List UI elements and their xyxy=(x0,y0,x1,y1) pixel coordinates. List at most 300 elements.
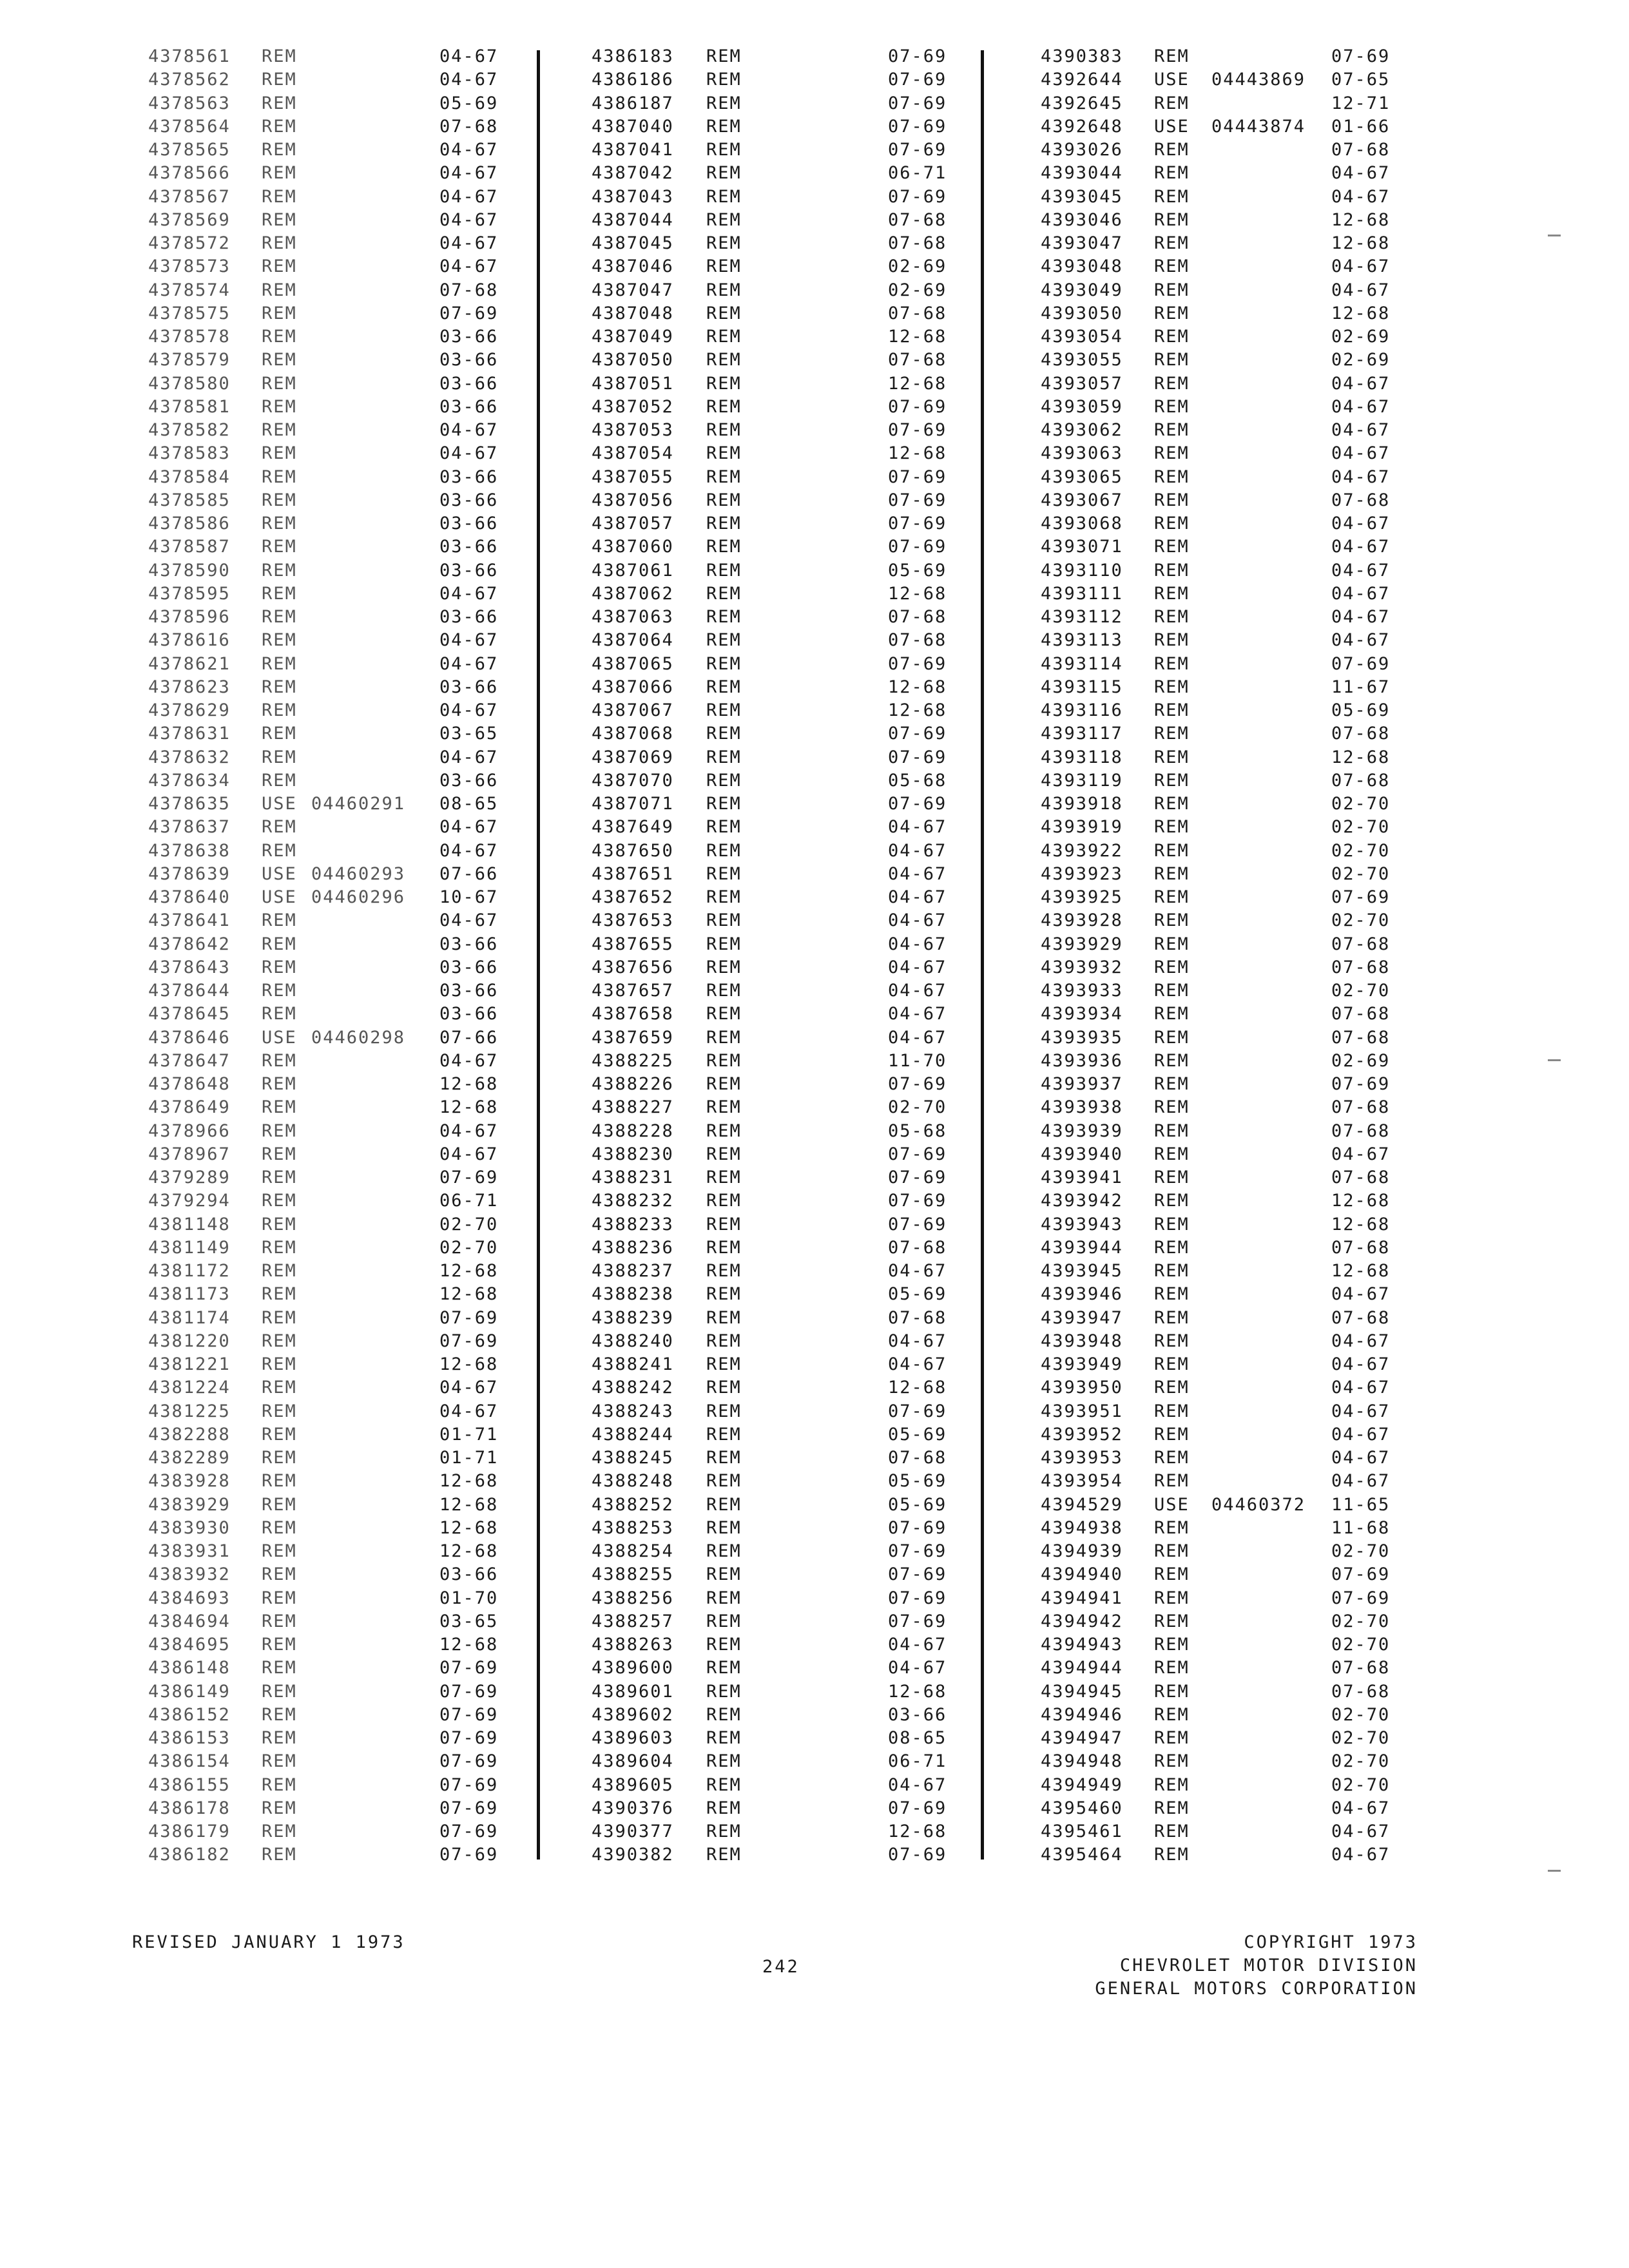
status-code: REM xyxy=(262,186,297,207)
effective-date: 12-68 xyxy=(439,1494,499,1515)
status-code: REM xyxy=(706,443,742,464)
status-code: REM xyxy=(706,1564,742,1585)
table-row xyxy=(592,1330,952,1353)
status-code: REM xyxy=(706,280,742,300)
part-number: 4394943 xyxy=(1041,1635,1123,1655)
status-code: REM xyxy=(262,443,297,464)
part-number: 4378584 xyxy=(148,466,231,487)
part-number: 4390382 xyxy=(592,1845,674,1865)
part-number: 4393044 xyxy=(1041,163,1123,184)
status-code: REM xyxy=(1154,1144,1190,1164)
table-row xyxy=(148,1353,509,1376)
table-row xyxy=(148,769,509,793)
status-code: REM xyxy=(1154,140,1190,160)
status-code: REM xyxy=(262,1401,297,1421)
table-row xyxy=(592,629,952,652)
status-code: REM xyxy=(262,1378,297,1398)
effective-date: 05-69 xyxy=(888,1471,947,1492)
table-row xyxy=(148,1307,509,1330)
part-number: 4393068 xyxy=(1041,514,1123,533)
table-row xyxy=(1041,255,1414,278)
effective-date: 02-69 xyxy=(1331,350,1391,370)
effective-date: 07-69 xyxy=(888,1588,947,1608)
part-number: 4387653 xyxy=(592,910,674,931)
effective-date: 03-66 xyxy=(439,490,499,510)
status-code: REM xyxy=(1154,303,1190,323)
effective-date: 03-66 xyxy=(439,1004,499,1024)
effective-date: 04-67 xyxy=(1331,186,1391,207)
effective-date: 04-67 xyxy=(1331,1471,1391,1492)
effective-date: 05-68 xyxy=(888,770,947,791)
table-row xyxy=(592,349,952,372)
table-row xyxy=(592,746,952,769)
effective-date: 07-68 xyxy=(439,116,499,137)
part-number: 4387042 xyxy=(592,163,674,184)
status-code: REM xyxy=(1154,1681,1190,1702)
status-code: REM xyxy=(1154,537,1190,557)
status-code: REM xyxy=(262,934,297,954)
effective-date: 02-70 xyxy=(1331,1728,1391,1748)
page-number: 242 xyxy=(762,1957,800,1977)
effective-date: 07-69 xyxy=(888,1144,947,1164)
effective-date: 07-69 xyxy=(888,1845,947,1865)
status-code: REM xyxy=(1154,1284,1190,1305)
status-code: REM xyxy=(706,863,742,884)
table-row xyxy=(1041,489,1414,512)
part-number: 4387069 xyxy=(592,747,674,767)
effective-date: 02-70 xyxy=(1331,1541,1391,1561)
status-code: REM xyxy=(706,630,742,651)
status-code: USE xyxy=(1154,116,1190,137)
table-row xyxy=(592,419,952,442)
status-code: REM xyxy=(1154,327,1190,347)
part-number: 4378621 xyxy=(148,653,231,674)
part-number: 4388233 xyxy=(592,1214,674,1235)
status-code: REM xyxy=(706,1120,742,1141)
status-code: REM xyxy=(262,1751,297,1772)
status-code: REM xyxy=(706,981,742,1001)
status-code: REM xyxy=(706,1284,742,1305)
status-code: REM xyxy=(1154,46,1190,66)
part-number: 4393952 xyxy=(1041,1424,1123,1445)
part-number: 4387065 xyxy=(592,653,674,674)
part-number: 4389601 xyxy=(592,1681,674,1702)
status-code: USE xyxy=(262,887,297,907)
table-row xyxy=(1041,1143,1414,1166)
effective-date: 04-67 xyxy=(888,1774,947,1795)
effective-date: 12-68 xyxy=(888,327,947,347)
status-code: REM xyxy=(1154,1004,1190,1024)
effective-date: 07-69 xyxy=(439,1845,499,1865)
status-code: REM xyxy=(706,537,742,557)
table-row xyxy=(592,1704,952,1727)
table-row xyxy=(148,1843,509,1867)
part-number: 4378587 xyxy=(148,537,231,557)
effective-date: 12-68 xyxy=(888,1821,947,1841)
effective-date: 11-68 xyxy=(1331,1517,1391,1538)
effective-date: 07-69 xyxy=(888,1191,947,1211)
table-row xyxy=(1041,816,1414,839)
effective-date: 03-66 xyxy=(439,537,499,557)
effective-date: 02-70 xyxy=(1331,794,1391,814)
effective-date: 07-69 xyxy=(888,653,947,674)
effective-date: 02-70 xyxy=(1331,1704,1391,1725)
table-row xyxy=(148,512,509,535)
status-code: REM xyxy=(262,607,297,627)
scan-mark xyxy=(1548,1059,1561,1061)
status-code: REM xyxy=(1154,1261,1190,1281)
status-code: REM xyxy=(706,140,742,160)
effective-date: 02-69 xyxy=(888,280,947,300)
status-code: REM xyxy=(262,1424,297,1445)
table-row xyxy=(1041,115,1414,139)
table-row xyxy=(148,115,509,139)
effective-date: 07-68 xyxy=(1331,1681,1391,1702)
status-code: REM xyxy=(262,1144,297,1164)
scan-mark xyxy=(1548,235,1561,236)
table-row xyxy=(148,349,509,372)
status-code: REM xyxy=(706,1821,742,1841)
table-row xyxy=(148,92,509,115)
status-code: REM xyxy=(1154,1774,1190,1795)
effective-date: 07-69 xyxy=(888,1564,947,1585)
part-number: 4393951 xyxy=(1041,1401,1123,1421)
table-row xyxy=(592,68,952,91)
effective-date: 03-66 xyxy=(439,607,499,627)
table-row xyxy=(148,255,509,278)
effective-date: 11-70 xyxy=(888,1050,947,1071)
status-code: REM xyxy=(262,1704,297,1725)
part-number: 4393026 xyxy=(1041,140,1123,160)
status-code: REM xyxy=(706,910,742,931)
status-code: REM xyxy=(262,981,297,1001)
status-code: REM xyxy=(706,1237,742,1258)
part-number: 4386182 xyxy=(148,1845,231,1865)
effective-date: 04-67 xyxy=(1331,443,1391,464)
part-number: 4393953 xyxy=(1041,1448,1123,1468)
effective-date: 07-68 xyxy=(1331,1027,1391,1048)
effective-date: 03-66 xyxy=(439,373,499,394)
effective-date: 04-67 xyxy=(439,233,499,253)
effective-date: 12-71 xyxy=(1331,93,1391,113)
revised-date: REVISED JANUARY 1 1973 xyxy=(132,1932,405,1952)
part-number: 4388228 xyxy=(592,1120,674,1141)
part-number: 4393115 xyxy=(1041,677,1123,697)
part-number: 4378642 xyxy=(148,934,231,954)
status-code: REM xyxy=(1154,1517,1190,1538)
table-row xyxy=(1041,1353,1414,1376)
part-number: 4386152 xyxy=(148,1704,231,1725)
table-row xyxy=(592,1003,952,1026)
table-row xyxy=(592,909,952,932)
table-row xyxy=(1041,1423,1414,1446)
status-code: REM xyxy=(262,770,297,791)
effective-date: 07-69 xyxy=(1331,1564,1391,1585)
status-code: REM xyxy=(262,840,297,861)
effective-date: 07-69 xyxy=(888,1168,947,1187)
effective-date: 12-68 xyxy=(1331,747,1391,767)
effective-date: 03-66 xyxy=(439,934,499,954)
part-number: 4394946 xyxy=(1041,1704,1123,1725)
status-code: REM xyxy=(1154,794,1190,814)
effective-date: 12-68 xyxy=(888,443,947,464)
status-code: REM xyxy=(1154,256,1190,277)
status-code: REM xyxy=(706,560,742,581)
effective-date: 03-65 xyxy=(439,1611,499,1631)
effective-date: 04-67 xyxy=(439,443,499,464)
part-number: 4387047 xyxy=(592,280,674,300)
effective-date: 07-69 xyxy=(1331,653,1391,674)
table-row xyxy=(1041,1587,1414,1610)
effective-date: 10-67 xyxy=(439,887,499,907)
table-row xyxy=(1041,699,1414,722)
effective-date: 12-68 xyxy=(439,1074,499,1094)
part-number: 4378563 xyxy=(148,93,231,113)
effective-date: 01-71 xyxy=(439,1424,499,1445)
table-row xyxy=(1041,1610,1414,1633)
effective-date: 06-71 xyxy=(888,1751,947,1772)
effective-date: 03-66 xyxy=(439,327,499,347)
status-code: REM xyxy=(262,1354,297,1374)
table-row xyxy=(1041,1797,1414,1820)
effective-date: 06-71 xyxy=(439,1191,499,1211)
part-number: 4393049 xyxy=(1041,280,1123,300)
table-row xyxy=(1041,186,1414,209)
part-number: 4393945 xyxy=(1041,1261,1123,1281)
status-code: REM xyxy=(262,256,297,277)
part-number: 4387043 xyxy=(592,186,674,207)
effective-date: 04-67 xyxy=(1331,1821,1391,1841)
status-code: REM xyxy=(706,1027,742,1048)
part-number: 4393047 xyxy=(1041,233,1123,253)
effective-date: 07-68 xyxy=(888,350,947,370)
table-row xyxy=(1041,325,1414,349)
table-row xyxy=(592,956,952,979)
table-row xyxy=(592,139,952,162)
part-number: 4393942 xyxy=(1041,1191,1123,1211)
effective-date: 07-69 xyxy=(888,1611,947,1631)
table-row xyxy=(1041,1120,1414,1143)
part-number: 4378646 xyxy=(148,1027,231,1048)
part-number: 4387651 xyxy=(592,863,674,884)
part-number: 4387060 xyxy=(592,537,674,557)
table-row xyxy=(148,1494,509,1517)
effective-date: 07-69 xyxy=(439,1331,499,1351)
table-row xyxy=(592,232,952,255)
effective-date: 04-67 xyxy=(439,817,499,838)
part-number: 4378561 xyxy=(148,46,231,66)
table-row xyxy=(1041,1376,1414,1399)
table-row xyxy=(148,1376,509,1399)
effective-date: 07-69 xyxy=(888,514,947,533)
table-row xyxy=(592,1446,952,1470)
part-number: 4378645 xyxy=(148,1004,231,1024)
status-code: REM xyxy=(1154,1658,1190,1678)
replacement-part-number: 04443874 xyxy=(1211,116,1306,137)
part-number: 4378967 xyxy=(148,1144,231,1164)
part-number: 4393943 xyxy=(1041,1214,1123,1235)
table-row xyxy=(1041,1633,1414,1657)
status-code: REM xyxy=(706,1074,742,1094)
status-code: REM xyxy=(706,1471,742,1492)
table-row xyxy=(148,956,509,979)
status-code: REM xyxy=(1154,1471,1190,1492)
status-code: REM xyxy=(262,653,297,674)
table-row xyxy=(148,629,509,652)
status-code: REM xyxy=(1154,887,1190,907)
part-number: 4388245 xyxy=(592,1448,674,1468)
table-row xyxy=(1041,979,1414,1003)
status-code: REM xyxy=(706,887,742,907)
status-code: REM xyxy=(1154,1050,1190,1071)
part-number: 4387061 xyxy=(592,560,674,581)
effective-date: 07-69 xyxy=(888,747,947,767)
part-number: 4387048 xyxy=(592,303,674,323)
table-row xyxy=(592,1750,952,1773)
table-row xyxy=(592,1307,952,1330)
effective-date: 07-68 xyxy=(1331,490,1391,510)
effective-date: 07-68 xyxy=(1331,724,1391,744)
table-row xyxy=(148,1120,509,1143)
table-row xyxy=(1041,1750,1414,1773)
table-row xyxy=(148,419,509,442)
table-row xyxy=(1041,139,1414,162)
effective-date: 07-69 xyxy=(439,1798,499,1818)
part-number: 4378569 xyxy=(148,209,231,230)
effective-date: 04-67 xyxy=(1331,1424,1391,1445)
part-number: 4378574 xyxy=(148,280,231,300)
table-row xyxy=(1041,909,1414,932)
part-number: 4381173 xyxy=(148,1284,231,1305)
table-row xyxy=(592,1400,952,1423)
status-code: REM xyxy=(262,1097,297,1118)
part-number: 4378564 xyxy=(148,116,231,137)
part-number: 4388254 xyxy=(592,1541,674,1561)
status-code: REM xyxy=(262,700,297,720)
status-code: REM xyxy=(1154,934,1190,954)
part-number: 4387041 xyxy=(592,140,674,160)
table-row xyxy=(1041,793,1414,816)
table-row xyxy=(1041,1680,1414,1704)
part-number: 4387054 xyxy=(592,443,674,464)
table-row xyxy=(148,232,509,255)
status-code: REM xyxy=(1154,747,1190,767)
part-number: 4388252 xyxy=(592,1494,674,1515)
part-number: 4378590 xyxy=(148,560,231,581)
status-code: REM xyxy=(262,1168,297,1187)
effective-date: 12-68 xyxy=(1331,1191,1391,1211)
effective-date: 12-68 xyxy=(439,1354,499,1374)
status-code: REM xyxy=(262,1774,297,1795)
part-number: 4378595 xyxy=(148,583,231,604)
status-code: REM xyxy=(1154,1541,1190,1561)
effective-date: 04-67 xyxy=(888,817,947,838)
status-code: REM xyxy=(1154,700,1190,720)
table-row xyxy=(148,1073,509,1096)
status-code: REM xyxy=(1154,1378,1190,1398)
status-code: REM xyxy=(706,514,742,533)
status-code: REM xyxy=(262,1517,297,1538)
effective-date: 04-67 xyxy=(439,1378,499,1398)
table-row xyxy=(148,1750,509,1773)
part-number: 4393944 xyxy=(1041,1237,1123,1258)
status-code: REM xyxy=(262,163,297,184)
part-number: 4381224 xyxy=(148,1378,231,1398)
part-number: 4386148 xyxy=(148,1658,231,1678)
status-code: REM xyxy=(706,1635,742,1655)
status-code: REM xyxy=(706,1050,742,1071)
table-row xyxy=(148,1563,509,1586)
table-row xyxy=(592,1517,952,1540)
part-number: 4378596 xyxy=(148,607,231,627)
part-number: 4393918 xyxy=(1041,794,1123,814)
effective-date: 07-69 xyxy=(888,1214,947,1235)
part-number: 4388232 xyxy=(592,1191,674,1211)
effective-date: 02-70 xyxy=(1331,1635,1391,1655)
part-number: 4388253 xyxy=(592,1517,674,1538)
status-code: REM xyxy=(1154,1120,1190,1141)
table-row xyxy=(1041,582,1414,606)
effective-date: 02-70 xyxy=(439,1214,499,1235)
effective-date: 04-67 xyxy=(888,863,947,884)
status-code: REM xyxy=(1154,630,1190,651)
part-number: 4378580 xyxy=(148,373,231,394)
table-row xyxy=(148,1003,509,1026)
table-row xyxy=(592,442,952,465)
part-number: 4378637 xyxy=(148,817,231,838)
effective-date: 07-68 xyxy=(1331,1658,1391,1678)
part-number: 4383929 xyxy=(148,1494,231,1515)
effective-date: 02-69 xyxy=(1331,327,1391,347)
effective-date: 04-67 xyxy=(1331,630,1391,651)
status-code: REM xyxy=(262,1307,297,1328)
status-code: REM xyxy=(706,747,742,767)
effective-date: 04-67 xyxy=(1331,256,1391,277)
status-code: REM xyxy=(1154,280,1190,300)
table-row xyxy=(148,535,509,559)
table-row xyxy=(1041,1727,1414,1750)
effective-date: 04-67 xyxy=(888,1261,947,1281)
part-number: 4393949 xyxy=(1041,1354,1123,1374)
part-number: 4393919 xyxy=(1041,817,1123,838)
part-number: 4379289 xyxy=(148,1168,231,1187)
table-row xyxy=(1041,653,1414,676)
table-row xyxy=(1041,302,1414,325)
status-code: REM xyxy=(1154,186,1190,207)
status-code: REM xyxy=(706,373,742,394)
status-code: REM xyxy=(262,280,297,300)
table-row xyxy=(148,722,509,745)
effective-date: 07-69 xyxy=(439,1821,499,1841)
part-number: 4390383 xyxy=(1041,46,1123,66)
part-number: 4393947 xyxy=(1041,1307,1123,1328)
effective-date: 07-69 xyxy=(888,186,947,207)
effective-date: 04-67 xyxy=(888,934,947,954)
status-code: REM xyxy=(1154,653,1190,674)
status-code: REM xyxy=(706,116,742,137)
status-code: REM xyxy=(706,653,742,674)
effective-date: 05-69 xyxy=(439,93,499,113)
effective-date: 07-68 xyxy=(888,303,947,323)
part-number: 4387049 xyxy=(592,327,674,347)
part-number: 4390377 xyxy=(592,1821,674,1841)
table-row xyxy=(592,1727,952,1750)
status-code: REM xyxy=(262,1004,297,1024)
table-row xyxy=(1041,1470,1414,1493)
status-code: REM xyxy=(262,1284,297,1305)
effective-date: 04-67 xyxy=(1331,420,1391,440)
effective-date: 12-68 xyxy=(1331,303,1391,323)
